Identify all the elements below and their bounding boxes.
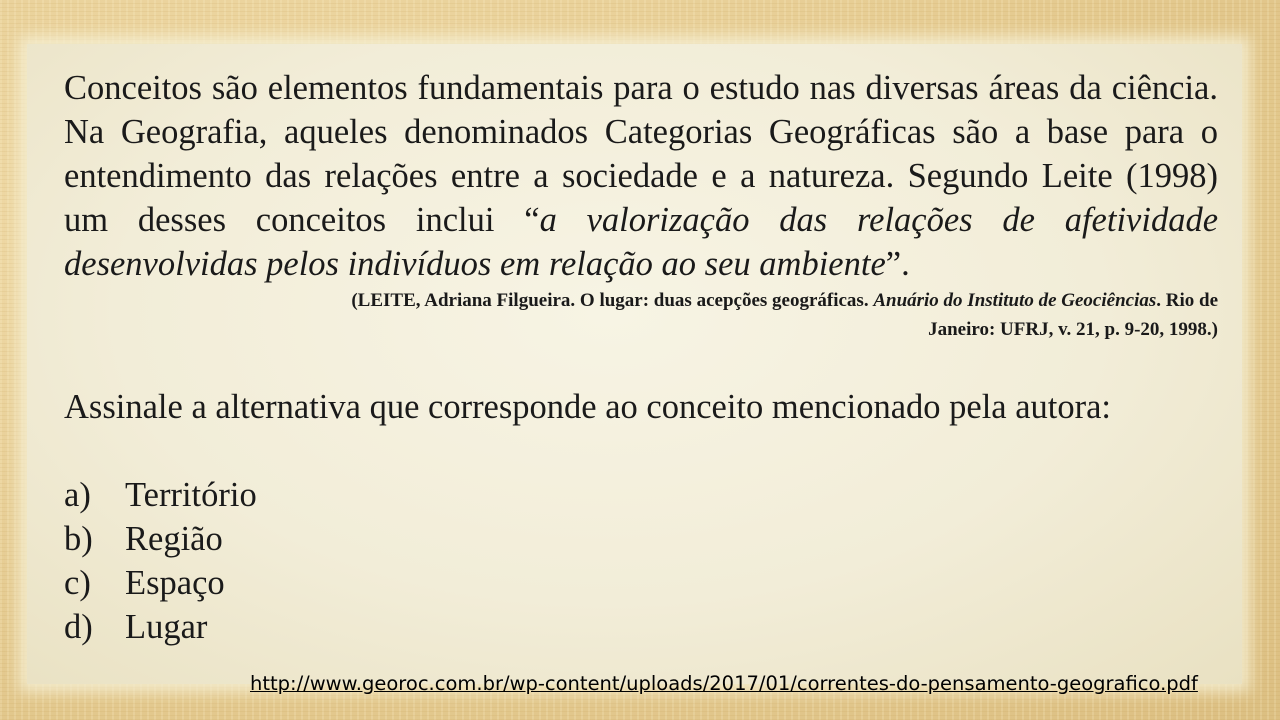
option-text: Território [125,476,257,514]
paragraph-intro: Conceitos são elementos fundamentais para o estudo nas diversas áreas da ciência. Na Geografia, aqueles denominados Categorias Geográficas são a base para o entendimento das relações entre a sociedade e a natureza. Segundo Leite (1998) um desses conceitos inclui “ [64,69,1218,239]
option-a [64,473,257,517]
paragraph-closing: ”. [885,245,910,283]
question-paragraph [64,66,1218,286]
option-d [64,605,257,649]
paragraph-quote: a valorização das relações de afetividade desenvolvidas pelos indivíduos em relação ao seu ambiente [64,201,1219,283]
option-text: Espaço [125,564,225,602]
citation-part2: . Rio de Janeiro: UFRJ, v. 21, p. 9-20, 1998.) [928,290,1218,340]
citation-journal: Anuário do Instituto de Geociências [873,290,1157,311]
option-text: Lugar [125,608,208,646]
citation [318,286,1218,344]
option-b [64,517,257,561]
answer-options [64,473,257,649]
option-text: Região [125,520,223,558]
option-c [64,561,257,605]
option-letter: b) [64,520,93,558]
option-letter: a) [64,476,91,514]
option-letter: d) [64,608,93,646]
question-prompt: Assinale a alternativa que corresponde ao conceito mencionado pela autora: [64,388,1112,426]
citation-part1: (LEITE, Adriana Filgueira. O lugar: duas acepções geográficas. [351,290,874,311]
option-letter: c) [64,564,91,602]
source-link[interactable]: http://www.georoc.com.br/wp-content/uploads/2017/01/correntes-do-pensamento-geografico.pdf [250,672,1198,695]
